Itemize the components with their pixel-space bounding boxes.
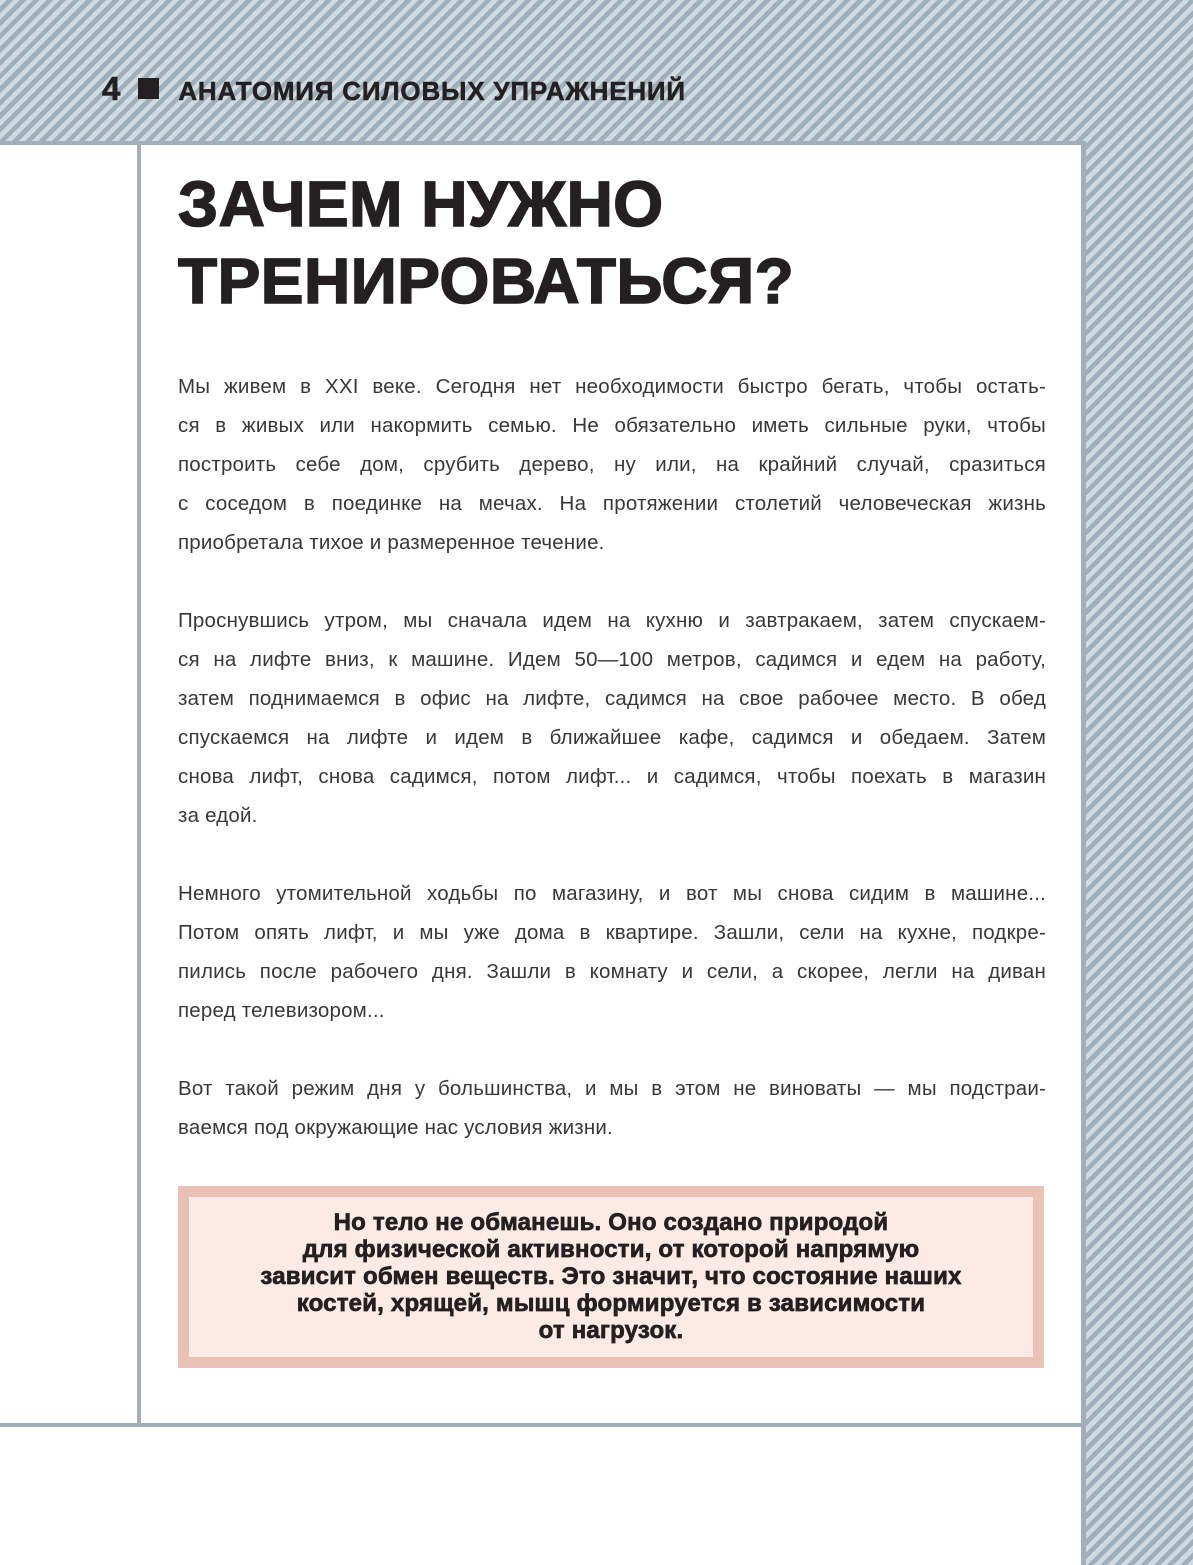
callout-line: от нагрузок.	[538, 1317, 684, 1344]
body-paragraphs	[178, 367, 1046, 1147]
book-title: АНАТОМИЯ СИЛОВЫХ УПРАЖНЕНИЙ	[178, 76, 686, 106]
text-line: Мы живем в XXI веке. Сегодня нет необходимости быстро бегать, чтобы остать-	[178, 375, 1046, 398]
running-head	[102, 70, 686, 108]
right-stripe-band	[1086, 0, 1193, 1565]
text-line: Проснувшись утром, мы сначала идем на кухню и завтракаем, затем спускаем-	[178, 609, 1046, 632]
article-title-line-2: ТРЕНИРОВАТЬСЯ?	[178, 245, 795, 317]
callout-box	[178, 1186, 1044, 1368]
text-line: спускаемся на лифте и идем в ближайшее кафе, садимся и обедаем. Затем	[178, 726, 1046, 749]
callout-line: для физической активности, от которой напрямую	[302, 1236, 920, 1263]
frame-bottom-rule	[0, 1423, 1081, 1427]
text-line: затем поднимаемся в офис на лифте, садимся на свое рабочее место. В обед	[178, 687, 1046, 710]
text-line: ся на лифте вниз, к машине. Идем 50—100 метров, садимся и едем на работу,	[178, 648, 1046, 671]
article	[141, 145, 1081, 1423]
callout-line: костей, хрящей, мышц формируется в зависимости	[296, 1290, 926, 1317]
text-line: ваемся под окружающие нас условия жизни.	[178, 1116, 613, 1139]
article-title-line-1: ЗАЧЕМ НУЖНО	[178, 168, 664, 240]
paragraph	[178, 874, 1046, 1030]
text-line: построить себе дом, срубить дерево, ну или, на крайний случай, сразиться	[178, 453, 1046, 476]
text-line: снова лифт, снова садимся, потом лифт... и садимся, чтобы поехать в магазин	[178, 765, 1046, 788]
text-line: с соседом в поединке на мечах. На протяжении столетий человеческая жизнь	[178, 492, 1046, 515]
text-line: пились после рабочего дня. Зашли в комнату и сели, а скорее, легли на диван	[178, 960, 1046, 983]
paragraph	[178, 601, 1046, 835]
frame-right-rule	[1081, 141, 1086, 1565]
page-number: 4	[102, 70, 121, 107]
text-line: за едой.	[178, 804, 258, 827]
square-bullet-icon	[138, 78, 159, 99]
text-line: перед телевизором...	[178, 999, 385, 1022]
text-line: Вот такой режим дня у большинства, и мы в этом не виноваты — мы подстраи-	[178, 1077, 1046, 1100]
paragraph	[178, 1069, 1046, 1147]
top-stripe-band	[0, 0, 1193, 141]
text-line: Потом опять лифт, и мы уже дома в квартире. Зашли, сели на кухне, подкре-	[178, 921, 1046, 944]
callout-line: Но тело не обманешь. Оно создано природой	[333, 1209, 889, 1236]
article-title	[178, 166, 1046, 320]
text-line: ся в живых или накормить семью. Не обязательно иметь сильные руки, чтобы	[178, 414, 1046, 437]
paragraph	[178, 367, 1046, 562]
text-line: Немного утомительной ходьбы по магазину, и вот мы снова сидим в машине...	[178, 882, 1046, 905]
text-line: приобретала тихое и размеренное течение.	[178, 531, 605, 554]
callout-line: зависит обмен веществ. Это значит, что состояние наших	[260, 1263, 962, 1290]
